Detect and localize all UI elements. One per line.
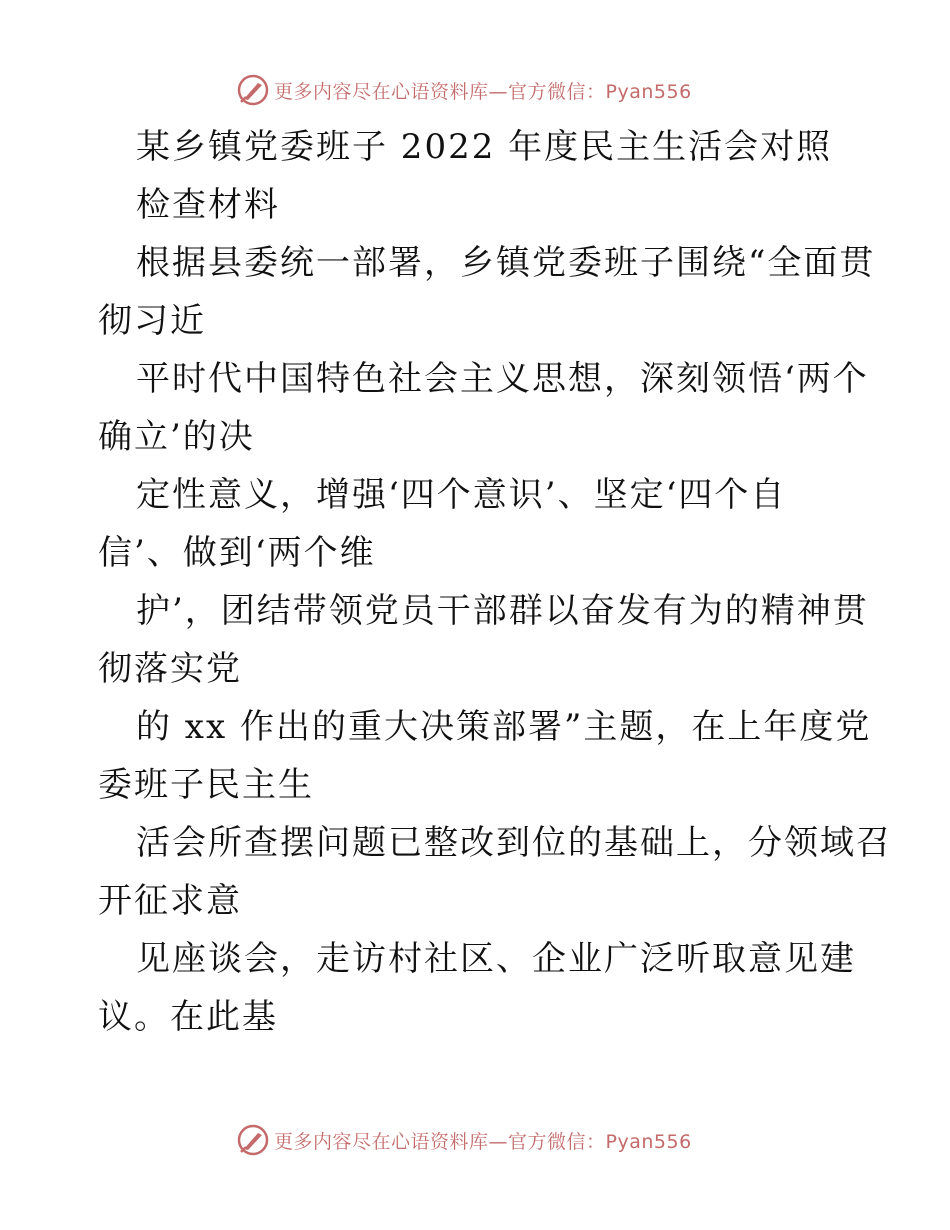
document-body xyxy=(98,118,892,1046)
paragraph-line: 信’、做到‘两个维 xyxy=(98,533,376,573)
paragraph-line: 开征求意 xyxy=(98,881,242,921)
paragraph-line: 护’，团结带领党员干部群以奋发有为的精神贯 xyxy=(136,591,869,631)
paragraph-line: 彻习近 xyxy=(98,301,206,341)
paragraph-line: 平时代中国特色社会主义思想，深刻领悟‘两个 xyxy=(136,359,869,399)
paragraph-line: 的 xx 作出的重大决策部署”主题，在上年度党 xyxy=(136,707,872,747)
paragraph-line: 见座谈会，走访村社区、企业广泛听取意见建 xyxy=(136,939,856,979)
watermark-header xyxy=(236,72,692,108)
paragraph-line: 彻落实党 xyxy=(98,649,242,689)
quill-logo-icon xyxy=(236,73,270,107)
paragraph-line: 活会所查摆问题已整改到位的基础上，分领域召 xyxy=(136,823,892,863)
watermark-text: 更多内容尽在心语资料库—官方微信：Pyan556 xyxy=(274,80,692,103)
paragraph-line: 委班子民主生 xyxy=(98,765,314,805)
document-title-line-2: 检查材料 xyxy=(136,185,280,225)
paragraph-line: 议。在此基 xyxy=(98,997,278,1037)
paragraph-line: 根据县委统一部署，乡镇党委班子围绕“全面贯 xyxy=(136,243,876,283)
watermark-text: 更多内容尽在心语资料库—官方微信：Pyan556 xyxy=(274,1130,692,1153)
paragraph-line: 定性意义，增强‘四个意识’、坚定‘四个自 xyxy=(136,475,787,515)
paragraph-line: 确立’的决 xyxy=(98,417,255,457)
document-title-line-1: 某乡镇党委班子 2022 年度民主生活会对照 xyxy=(136,127,833,167)
quill-logo-icon xyxy=(236,1123,270,1157)
watermark-footer xyxy=(236,1122,692,1158)
